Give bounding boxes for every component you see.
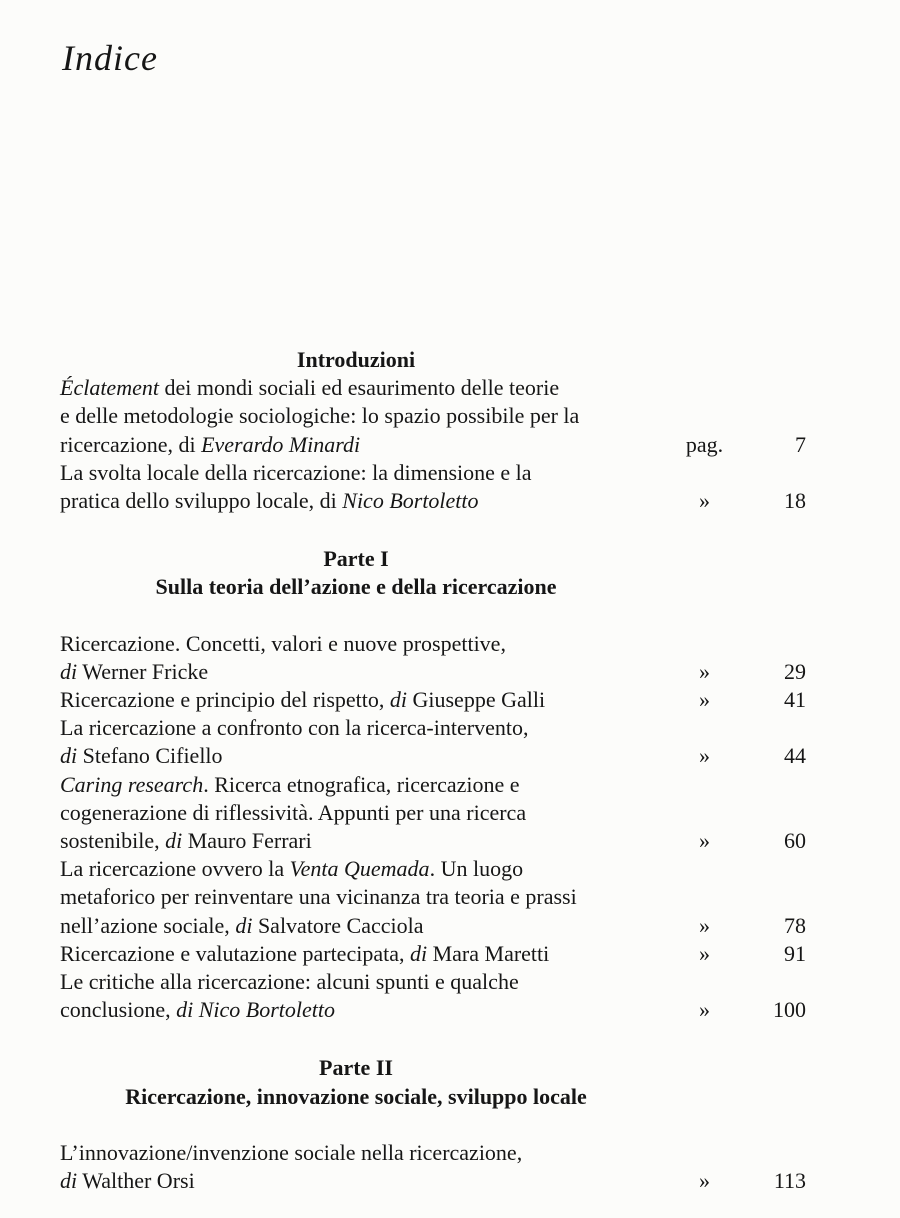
entry-line bbox=[60, 1167, 652, 1195]
entry-text-segment: cogenerazione di riflessività. Appunti per una ricerca bbox=[60, 799, 527, 825]
entry-page-label: » bbox=[699, 940, 710, 966]
entry-text-segment: nell’azione sociale, bbox=[60, 912, 236, 938]
entry-text-segment: Éclatement bbox=[60, 375, 159, 401]
entry-page-label: pag. bbox=[685, 431, 724, 457]
entry-text-segment: Walther Orsi bbox=[77, 1168, 195, 1194]
entry-line bbox=[60, 940, 652, 968]
toc-section bbox=[60, 545, 900, 1024]
entry-title bbox=[60, 686, 652, 714]
entry-text-segment: Mara Maretti bbox=[427, 940, 550, 966]
entry-line bbox=[60, 431, 652, 459]
entry-text-segment: Caring research bbox=[60, 771, 204, 797]
entry-line bbox=[60, 714, 652, 742]
entry-text-segment: Nico Bortoletto bbox=[342, 488, 479, 514]
entry-line bbox=[60, 487, 652, 515]
entry-text-segment: metaforico per reinventare una vicinanza tra teoria e prassi bbox=[60, 884, 577, 910]
section-heading: Ricercazione, innovazione sociale, sviluppo locale bbox=[125, 1083, 587, 1109]
entry-page-label: » bbox=[699, 743, 710, 769]
entry-text-segment: Everardo Minardi bbox=[201, 431, 361, 457]
entry-line bbox=[60, 630, 652, 658]
toc-section bbox=[60, 1054, 900, 1195]
entry-text-segment: di Nico Bortoletto bbox=[176, 997, 335, 1023]
section-entries bbox=[60, 630, 900, 1025]
entry-text-segment: L’innovazione/invenzione sociale nella ricercazione, bbox=[60, 1139, 523, 1165]
toc-entry bbox=[60, 714, 806, 770]
entry-line bbox=[60, 883, 652, 911]
entry-line bbox=[60, 402, 652, 430]
entry-title bbox=[60, 771, 652, 856]
toc-entry bbox=[60, 686, 806, 714]
section-entries bbox=[60, 1139, 900, 1195]
toc bbox=[60, 346, 900, 1195]
entry-line bbox=[60, 1139, 652, 1167]
entry-text-segment: Stefano Cifiello bbox=[77, 743, 223, 769]
entry-line bbox=[60, 459, 652, 487]
entry-text-segment: Mauro Ferrari bbox=[182, 828, 312, 854]
entry-text-segment: conclusione, bbox=[60, 997, 177, 1023]
entry-text-segment: La ricercazione ovvero la bbox=[60, 856, 290, 882]
entry-text-segment: di bbox=[60, 658, 78, 684]
entry-text-segment: Venta Quemada bbox=[289, 856, 430, 882]
entry-line bbox=[60, 658, 652, 686]
entry-text-segment: di bbox=[409, 940, 428, 966]
entry-page-label: » bbox=[699, 658, 710, 684]
entry-text-segment: e delle metodologie sociologiche: lo spazio possibile per la bbox=[60, 403, 580, 429]
entry-text-segment: Ricercazione e valutazione partecipata, bbox=[60, 940, 410, 966]
entry-text-segment: di bbox=[60, 743, 78, 769]
section-heading: Parte II bbox=[319, 1055, 393, 1081]
entry-page-number: 100 bbox=[773, 997, 806, 1023]
entry-text-segment: Giuseppe Galli bbox=[407, 687, 546, 713]
entry-text-segment: Le critiche alla ricercazione: alcuni spunti e qualche bbox=[60, 969, 519, 995]
entry-title bbox=[60, 459, 652, 515]
entry-page-number: 41 bbox=[784, 687, 806, 713]
entry-page-number: 18 bbox=[784, 488, 806, 514]
entry-line bbox=[60, 799, 652, 827]
entry-text-segment: sostenibile, bbox=[60, 828, 166, 854]
section-heading: Sulla teoria dell’azione e della ricercazione bbox=[155, 574, 557, 600]
entry-title bbox=[60, 940, 652, 968]
entry-text-segment: La ricercazione a confronto con la ricerca-intervento, bbox=[60, 715, 529, 741]
entry-text-segment: pratica dello sviluppo locale, di bbox=[60, 488, 343, 514]
entry-title bbox=[60, 1139, 652, 1195]
entry-title bbox=[60, 968, 652, 1024]
entry-line bbox=[60, 996, 652, 1024]
toc-entry bbox=[60, 940, 806, 968]
entry-page-label: » bbox=[699, 488, 710, 514]
entry-text-segment: ricercazione, di bbox=[60, 431, 202, 457]
section-heading: Introduzioni bbox=[296, 347, 416, 372]
toc-entry bbox=[60, 968, 806, 1024]
entry-page-number: 44 bbox=[784, 743, 806, 769]
toc-entry bbox=[60, 771, 806, 856]
entry-line bbox=[60, 686, 652, 714]
entry-page-number: 7 bbox=[795, 431, 806, 457]
entry-text-segment: di bbox=[165, 828, 183, 854]
entry-title bbox=[60, 714, 652, 770]
entry-page-label: » bbox=[699, 912, 710, 938]
entry-text-segment: . Un luogo bbox=[429, 856, 524, 882]
entry-page-label: » bbox=[699, 687, 710, 713]
entry-page-number: 113 bbox=[773, 1168, 806, 1194]
entry-page-number: 29 bbox=[784, 658, 806, 684]
entry-page-label: » bbox=[699, 828, 710, 854]
entry-text-segment: di bbox=[235, 912, 253, 938]
page-title: Indice bbox=[62, 38, 158, 78]
toc-entry bbox=[60, 630, 806, 686]
toc-entry bbox=[60, 374, 806, 459]
entry-page-number: 91 bbox=[784, 940, 806, 966]
toc-entry bbox=[60, 1139, 806, 1195]
toc-entry bbox=[60, 459, 806, 515]
entry-text-segment: dei mondi sociali ed esaurimento delle teorie bbox=[158, 375, 560, 401]
entry-text-segment: Ricercazione e principio del rispetto, bbox=[60, 687, 390, 713]
entry-line bbox=[60, 374, 652, 402]
entry-line bbox=[60, 827, 652, 855]
entry-title bbox=[60, 374, 652, 459]
entry-text-segment: . Ricerca etnografica, ricercazione e bbox=[203, 771, 520, 797]
toc-entry bbox=[60, 855, 806, 940]
entry-line bbox=[60, 771, 652, 799]
toc-section bbox=[60, 346, 900, 515]
entry-line bbox=[60, 742, 652, 770]
entry-line bbox=[60, 912, 652, 940]
entry-text-segment: Werner Fricke bbox=[77, 658, 209, 684]
entry-page-number: 60 bbox=[784, 828, 806, 854]
entry-text-segment: di bbox=[60, 1168, 78, 1194]
entry-page-number: 78 bbox=[784, 912, 806, 938]
section-entries bbox=[60, 374, 900, 515]
entry-page-label: » bbox=[699, 997, 710, 1023]
entry-text-segment: di bbox=[389, 687, 407, 713]
entry-line bbox=[60, 968, 652, 996]
entry-text-segment: La svolta locale della ricercazione: la dimensione e la bbox=[60, 459, 532, 485]
entry-title bbox=[60, 630, 652, 686]
entry-title bbox=[60, 855, 652, 940]
entry-line bbox=[60, 855, 652, 883]
entry-text-segment: Salvatore Cacciola bbox=[252, 912, 424, 938]
entry-page-label: » bbox=[699, 1168, 710, 1194]
section-heading: Parte I bbox=[323, 546, 389, 572]
entry-text-segment: Ricercazione. Concetti, valori e nuove prospettive, bbox=[60, 630, 506, 656]
